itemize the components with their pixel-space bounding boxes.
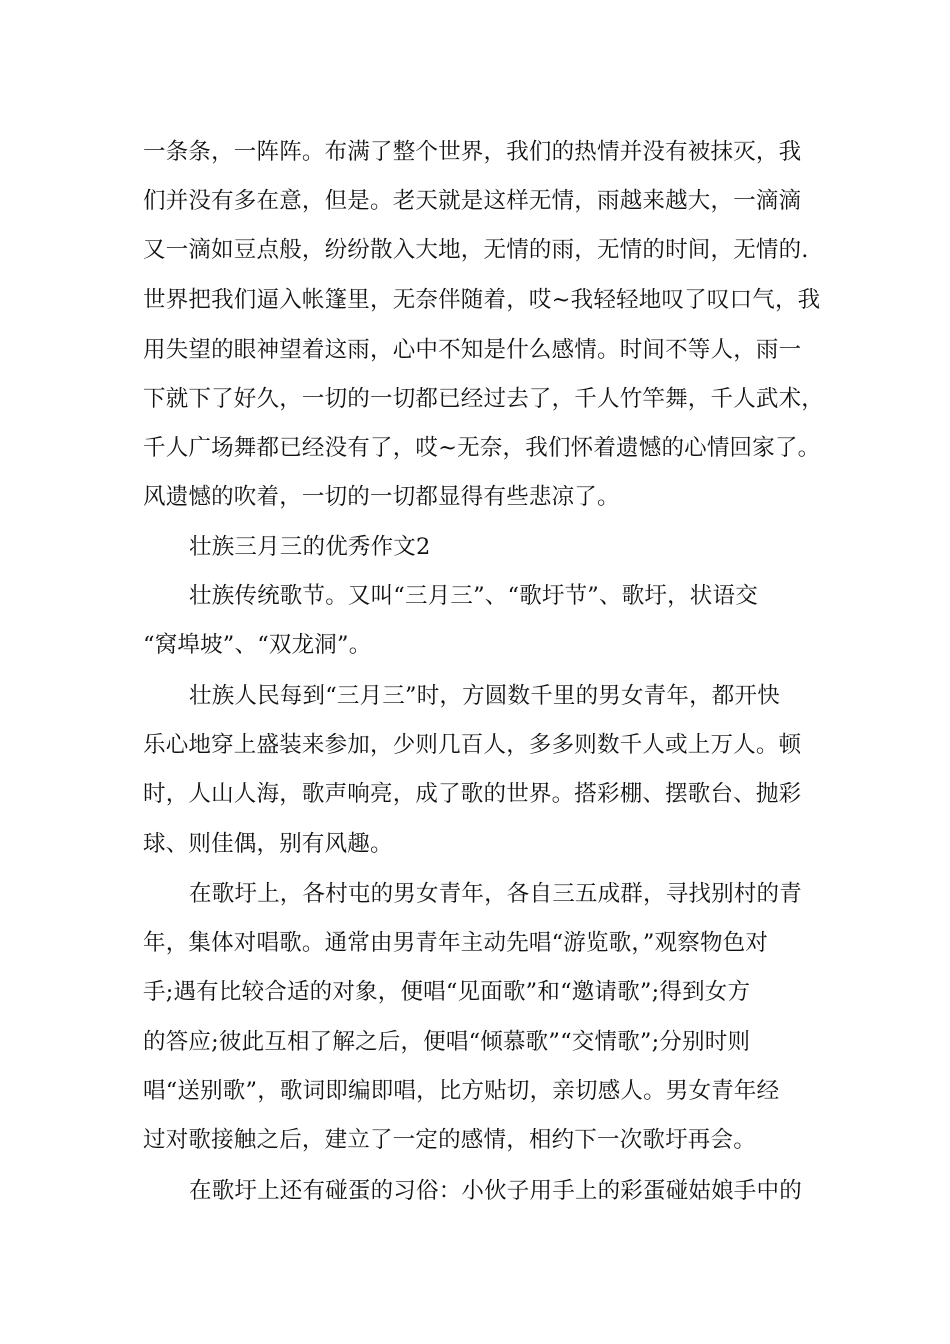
text-line: 在歌圩上，各村屯的男女青年，各自三五成群，寻找别村的青 bbox=[189, 881, 802, 907]
text-line: 一条条，一阵阵。布满了整个世界，我们的热情并没有被抹灭，我 bbox=[143, 139, 802, 165]
text-line: 用失望的眼神望着这雨，心中不知是什么感情。时间不等人，雨一 bbox=[143, 337, 802, 363]
text-line: 世界把我们逼入帐篷里，无奈伴随着，哎~我轻轻地叹了叹口气，我 bbox=[143, 287, 821, 313]
text-line: 的答应;彼此互相了解之后，便唱“倾慕歌”“交情歌”;分别时则 bbox=[143, 1029, 751, 1055]
text-line: 年，集体对唱歌。通常由男青年主动先唱“游览歌，”观察物色对 bbox=[143, 930, 769, 956]
text-line: 唱“送别歌”，歌词即编即唱，比方贴切，亲切感人。男女青年经 bbox=[143, 1078, 780, 1104]
text-line: 手;遇有比较合适的对象，便唱“见面歌”和“邀请歌”;得到女方 bbox=[143, 979, 751, 1005]
text-line: 千人广场舞都已经没有了，哎~无奈，我们怀着遗憾的心情回家了。 bbox=[143, 435, 821, 461]
text-line: 过对歌接触之后，建立了一定的感情，相约下一次歌圩再会。 bbox=[143, 1127, 756, 1153]
text-line: 风遗憾的吹着，一切的一切都显得有些悲凉了。 bbox=[143, 484, 620, 510]
text-line: 壮族传统歌节。又叫“三月三”、“歌圩节”、歌圩，状语交 bbox=[189, 583, 758, 609]
text-line: 又一滴如豆点般，纷纷散入大地，无情的雨，无情的时间，无情的. bbox=[143, 237, 809, 263]
text-line: 乐心地穿上盛装来参加，少则几百人，多多则数千人或上万人。顿 bbox=[143, 732, 802, 758]
text-line: 球、则佳偶，别有风趣。 bbox=[143, 831, 393, 857]
text-line: 下就下了好久，一切的一切都已经过去了，千人竹竿舞，千人武术， bbox=[143, 386, 825, 412]
text-line: 时，人山人海，歌声响亮，成了歌的世界。搭彩棚、摆歌台、抛彩 bbox=[143, 781, 802, 807]
section-heading: 壮族三月三的优秀作文2 bbox=[189, 534, 431, 560]
text-line: 们并没有多在意，但是。老天就是这样无情，雨越来越大，一滴滴 bbox=[143, 188, 802, 214]
text-line: 壮族人民每到“三月三”时，方圆数千里的男女青年，都开快 bbox=[189, 683, 780, 709]
text-line: 在歌圩上还有碰蛋的习俗：小伙子用手上的彩蛋碰姑娘手中的 bbox=[189, 1178, 802, 1204]
text-line: “窝埠坡”、“双龙洞”。 bbox=[143, 632, 372, 658]
